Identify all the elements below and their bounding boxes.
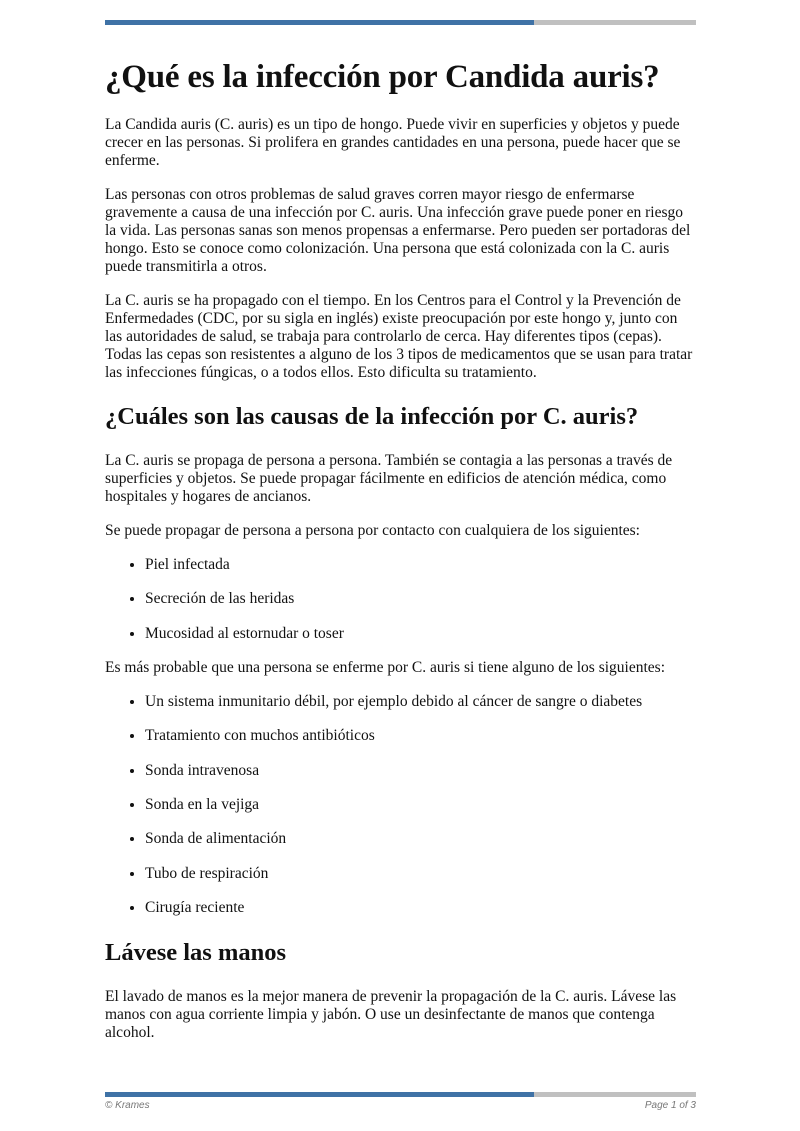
contact-list <box>105 556 696 643</box>
accent-bar-gray-segment <box>534 1092 696 1097</box>
accent-bar-gray-segment <box>534 20 696 25</box>
intro-paragraph: Las personas con otros problemas de salud graves corren mayor riesgo de enfermarse gravemente a causa de una infección por C. auris. Una infección grave puede poner en riesgo la vida. Las personas sanas son menos propensas a enfermarse. Pero pueden ser portadoras del hongo. Esto se conoce como colonización. Una persona que está colonizada con la C. auris puede transmitirla a otros. <box>105 186 691 275</box>
page-number: Page 1 of 3 <box>644 1100 696 1111</box>
handwashing-paragraph: El lavado de manos es la mejor manera de prevenir la propagación de la C. auris. Lávese las manos con agua corriente limpia y jabón. O use un desinfectante de manos que contenga alcohol. <box>105 988 677 1042</box>
contact-intro: Se puede propagar de persona a persona por contacto con cualquiera de los siguientes: <box>105 522 640 539</box>
handwashing-heading: Lávese las manos <box>105 939 287 967</box>
intro-paragraph: La C. auris se ha propagado con el tiempo. En los Centros para el Control y la Prevención de Enfermedades (CDC, por su sigla en inglés) existe preocupación por este hongo y, junto con las autoridades de salud, se trabaja para controlarlo de cerca. Hay diferentes tipos (cepas). Todas las cepas son resistentes a alguno de los 3 tipos de medicamentos que se usan para tratar las infecciones fúngicas, o a todos ellos. Esto dificulta su tratamiento. <box>105 292 693 381</box>
list-item: • Sonda de alimentación <box>145 830 696 848</box>
header-accent-bar <box>105 20 696 25</box>
document-body <box>105 58 696 1058</box>
accent-bar-blue-segment <box>105 1092 534 1097</box>
list-item: • Cirugía reciente <box>145 899 696 917</box>
list-item: • Secreción de las heridas <box>145 590 696 608</box>
causes-heading: ¿Cuáles son las causas de la infección por C. auris? <box>105 403 639 430</box>
list-item: • Piel infectada <box>145 556 696 574</box>
intro-paragraph: La Candida auris (C. auris) es un tipo de hongo. Puede vivir en superficies y objetos y puede crecer en las personas. Si prolifera en grandes cantidades en una persona, puede hacer que se enferme. <box>105 116 681 169</box>
page-title: ¿Qué es la infección por Candida auris? <box>105 59 660 95</box>
copyright-text: © Krames <box>105 1100 150 1111</box>
accent-bar-blue-segment <box>105 20 534 25</box>
risk-list <box>105 693 696 917</box>
causes-paragraph: La C. auris se propaga de persona a persona. También se contagia a las personas a través de superficies y objetos. Se puede propagar fácilmente en edificios de atención médica, como hospitales y hogares de ancianos. <box>105 452 673 505</box>
footer-accent-bar <box>105 1092 696 1097</box>
list-item: • Un sistema inmunitario débil, por ejemplo debido al cáncer de sangre o diabetes <box>145 693 696 711</box>
list-item: • Mucosidad al estornudar o toser <box>145 625 696 643</box>
list-item: • Tratamiento con muchos antibióticos <box>145 727 696 745</box>
list-item: • Sonda intravenosa <box>145 762 696 780</box>
list-item: • Sonda en la vejiga <box>145 796 696 814</box>
risk-intro: Es más probable que una persona se enferme por C. auris si tiene alguno de los siguientes: <box>105 658 666 676</box>
page-footer <box>105 1100 696 1111</box>
list-item: • Tubo de respiración <box>145 865 696 883</box>
